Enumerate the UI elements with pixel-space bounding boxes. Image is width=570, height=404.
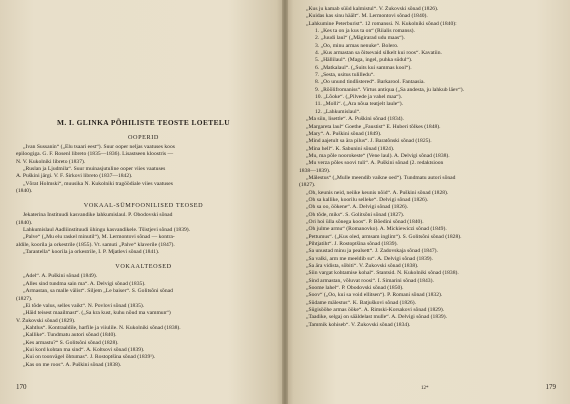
text-line: 5. „Hällilaul“. (Maga, ingel, puhka südul“). bbox=[315, 57, 413, 64]
left-page-body bbox=[16, 134, 271, 369]
text-line: (1840). bbox=[16, 188, 33, 195]
text-line: „Südame mälestus“. K. Batjuškovi sõnad (1826). bbox=[306, 299, 416, 306]
text-line: „Sa unustad minu ja pealsett“. J. Zadovskaja sõnad (1847). bbox=[306, 248, 438, 255]
text-line: „Ma siin, lisettle“. A. Puškini sõnad (1834). bbox=[306, 116, 404, 123]
text-line: 1838—1839). bbox=[299, 167, 331, 174]
text-line: „Mu, ma põle noorokeste“ (Vene laul). A. Delvigi sõnad (1838). bbox=[306, 152, 450, 159]
text-line: (1827). bbox=[16, 295, 33, 302]
text-line: A. Puškini järgi. V. F. Širkovi libreto (1837—1842). bbox=[16, 173, 133, 180]
text-line: „Kallike“. Tundmatu autori sõnad (1840). bbox=[23, 332, 117, 339]
text-line: (1827). bbox=[299, 182, 316, 189]
text-line: „Kus ju kamab süüd kalmistul“. V. Žukovski sõnad (1826). bbox=[306, 6, 439, 12]
right-page bbox=[285, 0, 570, 404]
text-line: epiloogiga. G. F. Rosenl libreto (1835—1836). Lisastseen kloostris — bbox=[16, 151, 174, 158]
text-line: 9. „Rõõlifromaniss“. Virtus antiqua („Sa andestа, ju lahkub läev“). bbox=[315, 86, 464, 93]
text-line: „Kuidas kas sinu häält“. M. Lermontovi sõnad (1840). bbox=[306, 13, 428, 20]
text-line: „Ruslan ja Ljudmila“. Suur muinasjutuline ooper viies vaatuses bbox=[23, 166, 166, 173]
text-line: „Taadike, selgaj on sääldelast mulle“. A. Delvigi sõnad (1839). bbox=[306, 314, 447, 321]
text-line: „Alles sind tundma sain ma“. A. Delvigi sõnad (1835). bbox=[23, 280, 146, 287]
book-gutter bbox=[282, 0, 288, 404]
text-line: „Soov“ („Oo, kui sa void ellitsen“). P. Romani sõnad (1832). bbox=[306, 292, 443, 299]
text-line: „Kahtlus“. Kontraaldile, harfile ja viiulile. N. Kukolniki sõnad (1838). bbox=[23, 324, 181, 331]
text-line: „Lahkumine Peterburist“. 12 romanssi. N. Kukolniki sõnad (1840): bbox=[306, 20, 457, 27]
text-line: „Mary“. A. Puškini sõnad (1849). bbox=[306, 130, 382, 137]
text-line: V. Žukovski sõnad (1829). bbox=[16, 317, 76, 324]
text-line: „Tammik kohiseb“. V. Žukovski sõnad (1834). bbox=[306, 321, 411, 328]
text-line: „Sind armastan, võluvat roosi“. I. Simarini sõnad (1843). bbox=[306, 277, 434, 284]
text-line: „Tarantella“ koorila ja orkestrile, I. P. Mjatlevi sõnad (1841). bbox=[23, 249, 160, 256]
text-line: „Oh sa oo, öökene“. A. Delvigi sõnad (1826). bbox=[306, 204, 409, 211]
signature-mark: 12* bbox=[421, 386, 429, 391]
text-line: „Võrat Holmski“, muusika N. Kukolniki tragöödiale viies vaatuses bbox=[23, 180, 173, 187]
text-line: „Kes armastu?“ S. Golitsõni sõnad (1828). bbox=[23, 339, 119, 346]
text-line: „Mälestus“ („Mulle meendib vaikne oed“). Tundmatu autori sõnad bbox=[306, 174, 456, 181]
text-line: 3. „Oo, minu armas nenuke“. Bolero. bbox=[315, 42, 399, 49]
text-line: „Margareta laul“ Goethe „Faustist“ E. Huberi tõlkes (1848). bbox=[306, 123, 441, 130]
text-line: „Adel“. A. Puškini sõnad (1849). bbox=[23, 273, 98, 280]
text-line: „Sa valki, arm me meeldib su“. A. Delvigi sõnad (1839). bbox=[306, 255, 433, 262]
text-line: 6. „Matkalaul“. („Suits kui sammas kool“). bbox=[315, 64, 412, 71]
text-line: „Oh sa kallike, koorilu selleke“. Delvigi sõnad (1826). bbox=[306, 196, 429, 203]
text-line: „Armastan, sa malle välist“. Siljem „Le baiser“. S. Golitsõni sõnad bbox=[23, 288, 173, 295]
section-heading: OOPERID bbox=[127, 134, 159, 141]
text-line: „Pettumus“. („Kus oled, armsam inglim“). S. Golitsõni sõnad (1828). bbox=[306, 233, 462, 240]
text-line: „Ori hoi ülla sõnega koos“. P. Bõedini sõnad (1840). bbox=[306, 218, 424, 225]
text-line: Jekaterina Instituudi kasvandike lahkumislaul. P. Obodovski sõnad bbox=[23, 212, 173, 219]
text-line: 11. „Molli“. („Ära nõua teatjelt laule“). bbox=[315, 101, 404, 108]
text-line: „Mina hell“. K. Šabunini sõnad (1824). bbox=[306, 145, 395, 152]
text-line: „Ivan Sussanin“ („Elu tsaari eest“). Suur ooper neljas vaatuses koos bbox=[23, 144, 175, 150]
text-line: 7. „Sesta, usitus tulilledu“. bbox=[315, 72, 375, 79]
text-line: „Oh, keunis neid, neiike keunis nõid“. A. Puškini sõnad (1828). bbox=[306, 189, 449, 196]
text-line: „Kui kord kohtan ma sind“. A. Koltsovi sõnad (1839). bbox=[23, 346, 145, 353]
text-line: „Soome lahel“. P. Obodovski sõnad (1850). bbox=[306, 285, 404, 292]
text-line: (1840). bbox=[16, 219, 33, 226]
right-page-body bbox=[299, 6, 558, 329]
text-line: „Ei tõde valus, selles vaikt“. N. Povlovi sõnad (1835). bbox=[23, 302, 145, 309]
text-line: aldile, koorila ja orkestrile (1855). Vt. samuti „Palve“ klaverile (1847). bbox=[16, 241, 175, 248]
right-page-number: 179 bbox=[545, 383, 556, 391]
section-heading: VOKAAL-SÜMFOONILISED TEOSED bbox=[83, 202, 204, 210]
text-line: „Sügisööhe armas ööke“. A. Rimski-Korsakovi sõnad (1829). bbox=[306, 307, 445, 314]
text-line: „Kui on toonvägel õhtumas“. J. Rostoptšina sõnad (1839¹). bbox=[23, 354, 156, 361]
text-line: „Mu verza põles soovi tuli“. A. Puškini sõnad (2. redaktsioon bbox=[306, 160, 444, 167]
text-line: „Palve“ („Mu elu raskel minutil“), M. Lermontovi sõnad — kontra- bbox=[23, 234, 175, 241]
text-line: N. V. Kukolniki libreto (1837). bbox=[16, 158, 86, 165]
left-page-number: 170 bbox=[16, 383, 27, 391]
text-line: 4. „Kus armastan sa õitsevaid silkelt kui roos“. Kavatiin. bbox=[315, 50, 442, 57]
text-line: 10. „Lõoke“. („Pilvede ja vahel maa“). bbox=[315, 94, 402, 101]
text-line: 8. „Oo unund tindlistered“. Barkarool. Fantaasia. bbox=[315, 79, 425, 86]
text-line: „Pihtjatiht“. J. Rostoptšina sõnad (1839). bbox=[306, 241, 398, 247]
text-line: Lahkumislaul Aadliinstituudi ühingu kasvandikele. Tšistjevi sõnad (1839). bbox=[23, 227, 191, 234]
text-line: 12. „Lahkumislaul“. bbox=[315, 108, 361, 115]
text-line: „Oh tõde, miks“. S. Golitsõni sõnad (1827). bbox=[306, 211, 405, 218]
text-line: „Siin vargat kohtamise kohal“. Stantsid. N. Kukolniki sõnad (1838). bbox=[306, 270, 459, 277]
list-heading: M. I. GLINKA PÕHILISTE TEOSTE LOETELU bbox=[57, 118, 230, 127]
text-line: 1. „Kes ta on ja kus ta on“ (Riialis romanss). bbox=[315, 28, 415, 35]
text-line: „Oh julme armu“ (Romanovko). A. Mickiewiczi sõnad (1849). bbox=[306, 226, 447, 233]
text-line: „Häid teisest maailmast“. („Sa kra kust, kuhu nõud ma vammun“) bbox=[23, 310, 171, 317]
text-line: 2. „Juudi laul“ („Mägirarad udu maas“). bbox=[315, 35, 405, 42]
section-heading: VOKAALTEOSED bbox=[115, 263, 172, 271]
text-line: „Sa ära vidista, sõbiti“. V. Žukovski sõnad (1838). bbox=[306, 263, 419, 270]
text-line: „Kas on me roos“. A. Puškini sõnad (1838). bbox=[23, 361, 122, 368]
text-line: „Mind aajetult sa ära pilus“. J. Baratõnski sõnad (1825). bbox=[306, 138, 432, 145]
